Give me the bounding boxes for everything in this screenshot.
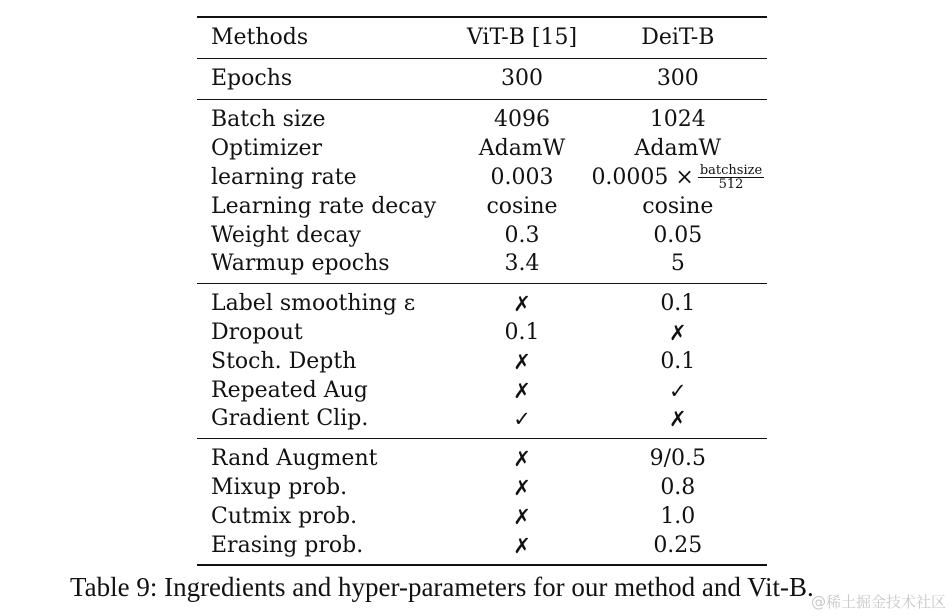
cell-deit: 0.05 bbox=[653, 222, 703, 248]
row-label: Repeated Aug bbox=[211, 377, 368, 403]
table-row bbox=[197, 405, 767, 438]
row-label: Cutmix prob. bbox=[211, 503, 358, 529]
check-mark-icon: ✓ bbox=[669, 378, 687, 403]
cell-deit: 5 bbox=[670, 251, 685, 277]
row-label: Erasing prob. bbox=[211, 532, 364, 558]
table-row-epochs bbox=[197, 59, 767, 100]
row-label: Stoch. Depth bbox=[211, 348, 357, 374]
table-row bbox=[197, 376, 767, 405]
table-row bbox=[197, 531, 767, 565]
cell-deit: 0.1 bbox=[660, 348, 696, 374]
cross-mark-icon: ✗ bbox=[513, 533, 531, 558]
row-label: Optimizer bbox=[211, 136, 323, 162]
cell-deit: 0.25 bbox=[653, 532, 703, 558]
lr-fraction bbox=[698, 164, 764, 191]
table-header-row bbox=[197, 17, 767, 59]
table-row bbox=[197, 502, 767, 531]
lr-prefix: 0.0005 × bbox=[591, 164, 694, 190]
cross-mark-icon: ✗ bbox=[513, 447, 531, 472]
cross-mark-icon: ✗ bbox=[513, 475, 531, 500]
cell-vit: 3.4 bbox=[504, 251, 540, 277]
cell-deit-learning-rate bbox=[589, 164, 767, 193]
cross-mark-icon: ✗ bbox=[513, 378, 531, 403]
cell-deit: 1024 bbox=[649, 107, 706, 133]
row-label: Gradient Clip. bbox=[211, 406, 369, 432]
row-label: Weight decay bbox=[211, 222, 361, 248]
cell-deit: 300 bbox=[656, 66, 699, 91]
cell-deit: 0.8 bbox=[660, 474, 696, 500]
table-row bbox=[197, 283, 767, 318]
row-label: learning rate bbox=[211, 164, 357, 190]
cell-vit: 0.1 bbox=[504, 319, 540, 345]
cell-deit: AdamW bbox=[634, 136, 722, 162]
header-deit-b: DeiT-B bbox=[641, 25, 715, 50]
cell-deit: cosine bbox=[642, 193, 714, 219]
table-row bbox=[197, 250, 767, 283]
row-label: Label smoothing ε bbox=[211, 291, 416, 317]
cell-deit: 9/0.5 bbox=[649, 446, 707, 472]
row-label: Batch size bbox=[211, 107, 326, 133]
row-label: Mixup prob. bbox=[211, 474, 348, 500]
header-methods: Methods bbox=[211, 25, 309, 50]
cross-mark-icon: ✗ bbox=[669, 320, 687, 345]
row-label: Rand Augment bbox=[211, 446, 378, 472]
table-row bbox=[197, 100, 767, 135]
cross-mark-icon: ✗ bbox=[513, 504, 531, 529]
table-row bbox=[197, 319, 767, 348]
row-label: Dropout bbox=[211, 319, 303, 345]
cross-mark-icon: ✗ bbox=[669, 407, 687, 432]
table-row bbox=[197, 221, 767, 250]
hyperparameter-table bbox=[197, 16, 767, 566]
fraction-numerator: batchsize bbox=[699, 163, 763, 179]
cell-vit: 0.003 bbox=[490, 164, 554, 190]
table-caption: Table 9: Ingredients and hyper-parameters for our method and Vit-B. bbox=[70, 572, 814, 602]
row-label: Learning rate decay bbox=[211, 193, 437, 219]
check-mark-icon: ✓ bbox=[513, 407, 531, 432]
cross-mark-icon: ✗ bbox=[513, 292, 531, 317]
cell-vit: AdamW bbox=[478, 136, 566, 162]
cell-vit: 300 bbox=[501, 66, 543, 91]
watermark: @稀土掘金技术社区 bbox=[810, 593, 946, 611]
cell-vit: 4096 bbox=[494, 107, 550, 133]
row-label: Epochs bbox=[211, 66, 293, 91]
table-row bbox=[197, 164, 767, 193]
table-row bbox=[197, 135, 767, 164]
table-row bbox=[197, 474, 767, 503]
cross-mark-icon: ✗ bbox=[513, 349, 531, 374]
header-vit-b: ViT-B [15] bbox=[466, 25, 578, 50]
table-row bbox=[197, 438, 767, 473]
fraction-denominator: 512 bbox=[718, 177, 744, 193]
cell-deit: 0.1 bbox=[660, 291, 696, 317]
table-row bbox=[197, 347, 767, 376]
cell-vit: 0.3 bbox=[504, 222, 540, 248]
cell-deit: 1.0 bbox=[660, 503, 696, 529]
row-label: Warmup epochs bbox=[211, 251, 390, 277]
cell-vit: cosine bbox=[486, 193, 558, 219]
table-row bbox=[197, 192, 767, 221]
